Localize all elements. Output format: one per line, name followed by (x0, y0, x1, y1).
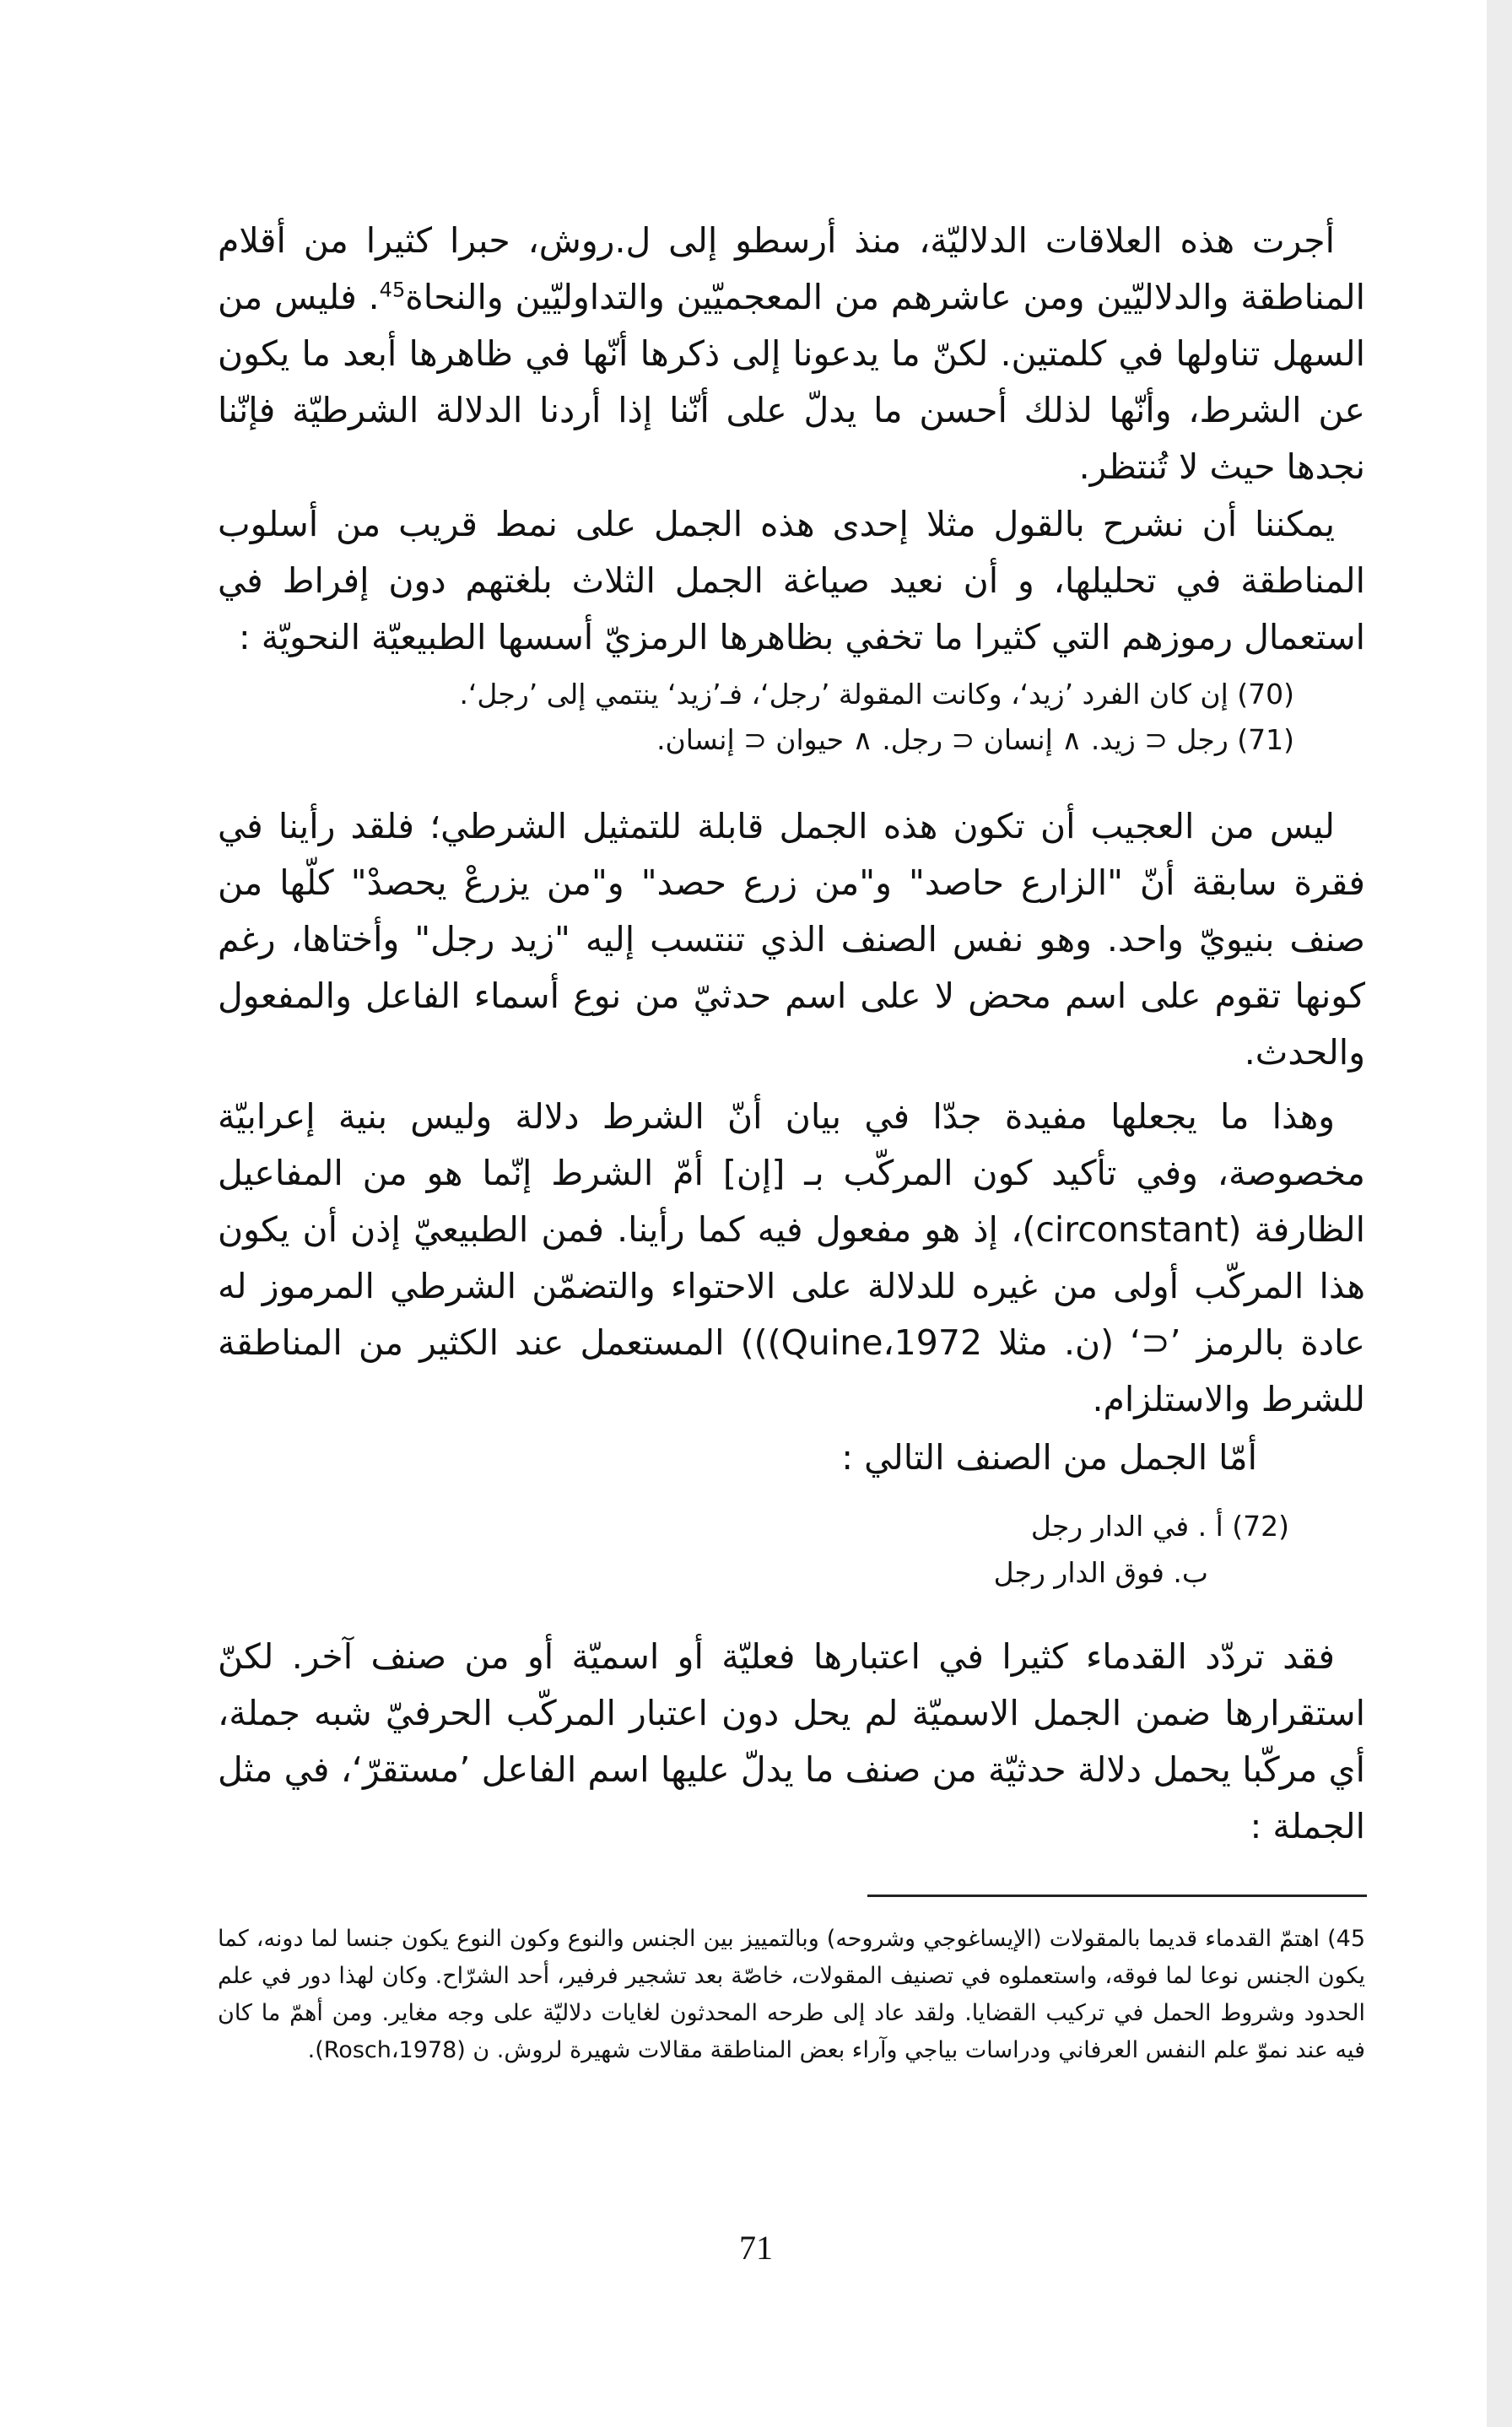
paragraph-4-text: وهذا ما يجعلها مفيدة جدّا في بيان أنّ الشرط دلالة وليس بنية إعرابيّة مخصوصة، وفي تأكيد كون المركّب بـ [إن] أمّ الشرط إنّما هو من المفاعيل الظارفة (circonstant)، إذ هو مفعول فيه كما رأينا. فمن الطبيعيّ إذن أن يكون هذا المركّب أولى من غيره للدلالة على الاحتواء والتضمّن الشرطي المرموز له عادة بالرمز ’⊂‘ (ن. مثلا Quine،1972))) المستعمل عند الكثير من المناطقة للشرط والاستلزام. (218, 1096, 1366, 1419)
paragraph-3 (218, 798, 1365, 1081)
paragraph-1-text: أجرت هذه العلاقات الدلاليّة، منذ أرسطو إلى ل.روش، حبرا كثيرا من أقلام المناطقة والدلاليّين ومن عاشرهم من المعجميّين والتداوليّين والنحاة (218, 220, 1365, 317)
paragraph-5 (218, 1430, 1365, 1486)
example-72b: ب. فوق الدار رجل (993, 1556, 1208, 1589)
paragraph-4 (218, 1089, 1365, 1428)
paragraph-1 (218, 213, 1365, 495)
examples-70-71 (218, 672, 1365, 763)
page-edge (1487, 0, 1512, 2427)
example-71: (71) رجل ⊂ زيد. ∧ إنسان ⊂ رجل. ∧ حيوان ⊂ إنسان. (656, 723, 1294, 756)
example-72 (218, 1504, 1365, 1597)
paragraph-6 (218, 1629, 1365, 1855)
paragraph-5-text: أمّا الجمل من الصنف التالي : (841, 1437, 1257, 1478)
paragraph-3-text: ليس من العجيب أن تكون هذه الجمل قابلة للتمثيل الشرطي؛ فلقد رأينا في فقرة سابقة أنّ "الزارع حاصد" و"من زرع حصد" و"من يزرعْ يحصدْ" كلّها من صنف بنيويّ واحد. وهو نفس الصنف الذي تنتسب إليه "زيد رجل" وأختاها، رغم كونها تقوم على اسم محض لا على اسم حدثيّ من نوع أسماء الفاعل والمفعول والحدث. (218, 806, 1365, 1073)
paragraph-6-text: فقد تردّد القدماء كثيرا في اعتبارها فعليّة أو اسميّة أو من صنف آخر. لكنّ استقرارها ضمن الجمل الاسميّة لم يحل دون اعتبار المركّب الحرفيّ شبه جملة، أي مركّبا يحمل دلالة حدثيّة من صنف ما يدلّ عليها اسم الفاعل ’مستقرّ‘، في مثل الجملة : (218, 1636, 1365, 1846)
paragraph-1-continuation: . فليس من السهل تناولها في كلمتين. لكنّ ما يدعونا إلى ذكرها أنّها في ظاهرها أبعد ما يكون عن الشرط، وأنّها لذلك أحسن ما يدلّ على أنّنا إذا أردنا الدلالة الشرطيّة فإنّنا نجدها حيث لا تُنتظر. (218, 277, 1365, 487)
paragraph-2 (218, 496, 1365, 666)
paragraph-2-text: يمكننا أن نشرح بالقول مثلا إحدى هذه الجمل على نمط قريب من أسلوب المناطقة في تحليلها، و أن نعيد صياغة الجمل الثلاث بلغتهم دون إفراط في استعمال رموزهم التي كثيرا ما تخفي بظاهرها الرمزيّ أسسها الطبيعيّة النحويّة : (218, 504, 1365, 657)
footnote-reference-45[interactable]: 45 (379, 278, 406, 302)
example-70: (70) إن كان الفرد ’زيد‘، وكانت المقولة ’رجل‘، فـ’زيد‘ ينتمي إلى ’رجل‘. (459, 678, 1294, 711)
footnote-separator (867, 1895, 1367, 1897)
page-number: 71 (739, 2229, 773, 2267)
example-72a: (72) أ . في الدار رجل (1030, 1510, 1289, 1543)
footnote-45: 45) اهتمّ القدماء قديما بالمقولات (الإيساغوجي وشروحه) وبالتمييز بين الجنس والنوع وكون النوع يكون جنسا لما دونه، كما يكون الجنس نوعا لما فوقه، واستعملوه في تصنيف المقولات، خاصّة بعد تشجير فرفير، أحد الشرّاح. وكان لهذا دور في علم الحدود وشروط الحمل في تركيب القضايا. ولقد عاد إلى طرحه المحدثون لغايات دلاليّة على وجه مغاير. ومن أهمّ ما كان فيه عند نموّ علم النفس العرفاني ودراسات بياجي وآراء بعض المناطقة مقالات شهيرة لروش. ن (Rosch،1978). (218, 1926, 1365, 2063)
